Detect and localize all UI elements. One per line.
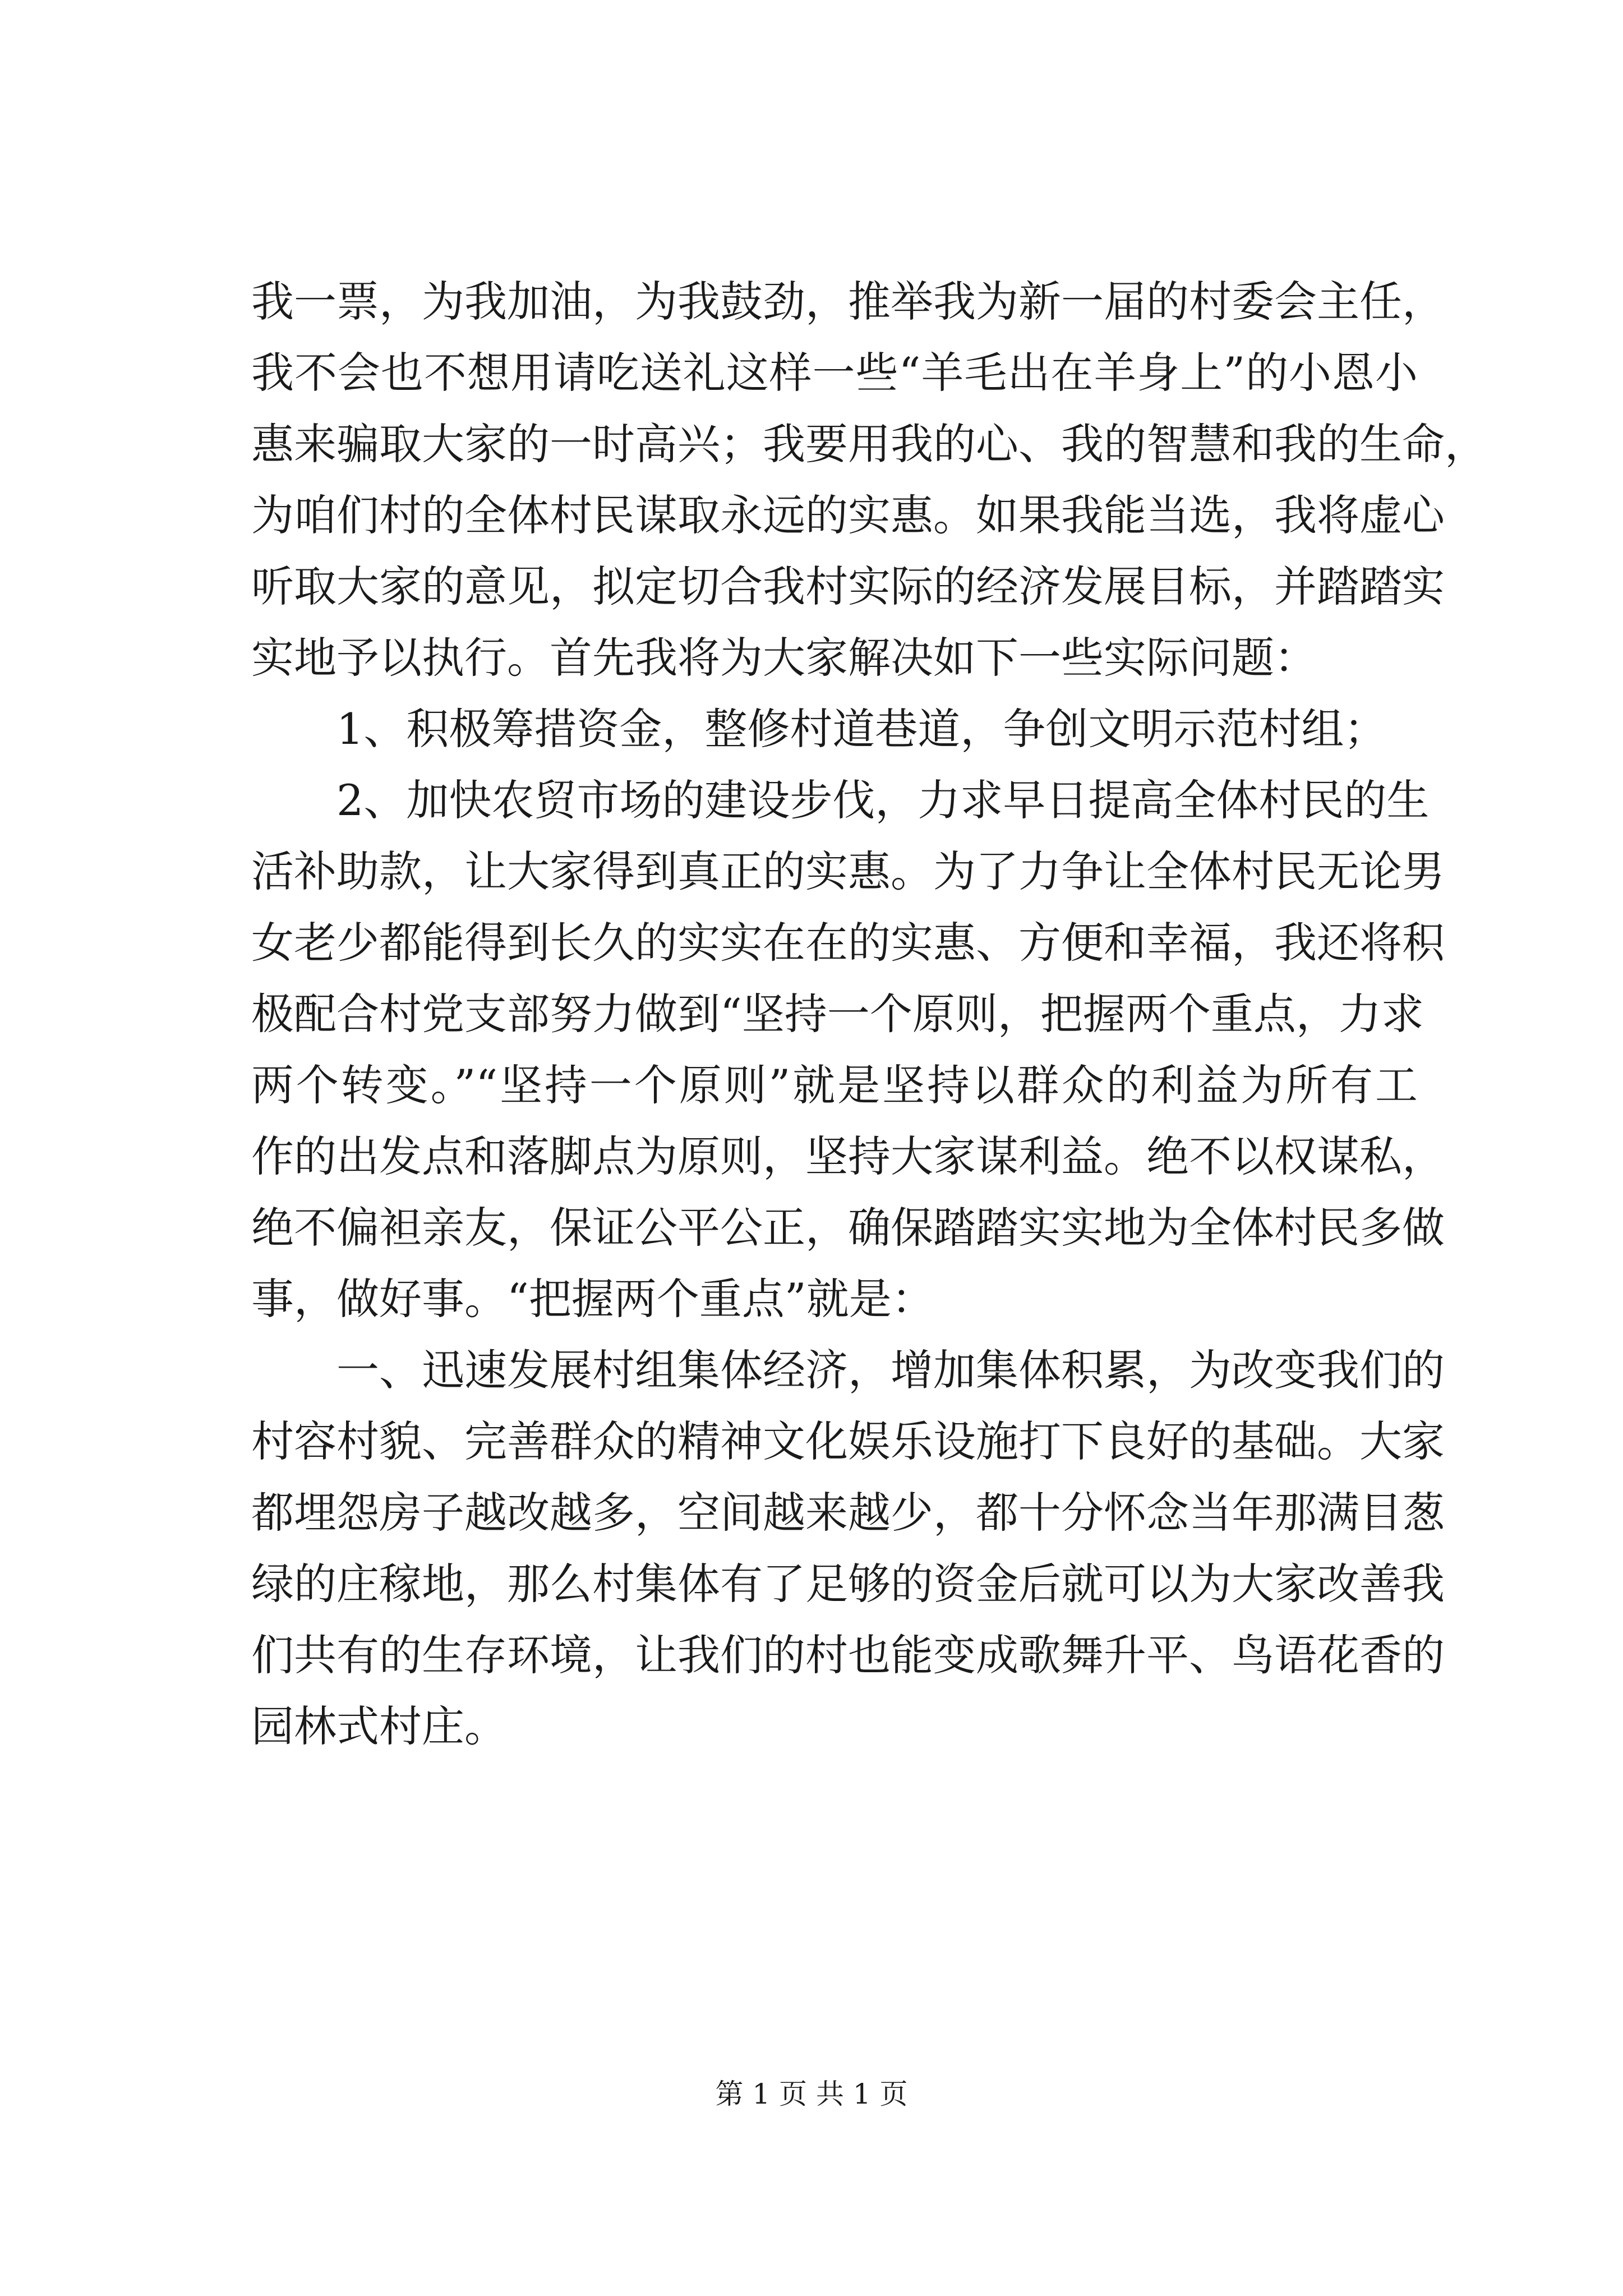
- document-body: [251, 266, 1487, 1762]
- text-line: 们共有的生存环境，让我们的村也能变成歌舞升平、鸟语花香的: [251, 1630, 1445, 1680]
- text-line: 园林式村庄。: [251, 1701, 507, 1751]
- text-line: 我一票，为我加油，为我鼓劲，推举我为新一届的村委会主任，: [251, 277, 1445, 326]
- text-line: 极配合村党支部努力做到“坚持一个原则，把握两个重点，力求: [251, 989, 1424, 1039]
- text-line: 都埋怨房子越改越多，空间越来越少，都十分怀念当年那满目葱: [251, 1488, 1445, 1538]
- page-footer: 第 1 页 共 1 页: [715, 2078, 908, 2110]
- text-line: 两个转变。”“坚持一个原则”就是坚持以群众的利益为所有工: [251, 1060, 1418, 1110]
- list-item: 一、迅速发展村组集体经济，增加集体积累，为改变我们的: [336, 1345, 1445, 1395]
- text-line: 作的出发点和落脚点为原则，坚持大家谋利益。绝不以权谋私，: [251, 1131, 1445, 1181]
- text-line: 村容村貌、完善群众的精神文化娱乐设施打下良好的基础。大家: [251, 1416, 1445, 1466]
- text-line: 绿的庄稼地，那么村集体有了足够的资金后就可以为大家改善我: [251, 1559, 1445, 1609]
- text-line: 听取大家的意见，拟定切合我村实际的经济发展目标，并踏踏实: [251, 562, 1445, 611]
- list-item: 1、积极筹措资金，整修村道巷道，争创文明示范村组；: [336, 704, 1387, 754]
- text-line: 惠来骗取大家的一时高兴；我要用我的心、我的智慧和我的生命，: [251, 419, 1487, 469]
- text-line: 活补助款，让大家得到真正的实惠。为了力争让全体村民无论男: [251, 846, 1445, 896]
- text-line: 为咱们村的全体村民谋取永远的实惠。如果我能当选，我将虚心: [251, 490, 1445, 540]
- list-item: 2、加快农贸市场的建设步伐，力求早日提高全体村民的生: [336, 775, 1430, 825]
- text-line: 实地予以执行。首先我将为大家解决如下一些实际问题：: [251, 633, 1317, 683]
- text-line: 女老少都能得到长久的实实在在的实惠、方便和幸福，我还将积: [251, 918, 1445, 968]
- text-line: 我不会也不想用请吃送礼这样一些“羊毛出在羊身上”的小恩小: [251, 348, 1418, 398]
- text-line: 事，做好事。“把握两个重点”就是：: [251, 1274, 934, 1324]
- text-line: 绝不偏袒亲友，保证公平公正，确保踏踏实实地为全体村民多做: [251, 1203, 1445, 1253]
